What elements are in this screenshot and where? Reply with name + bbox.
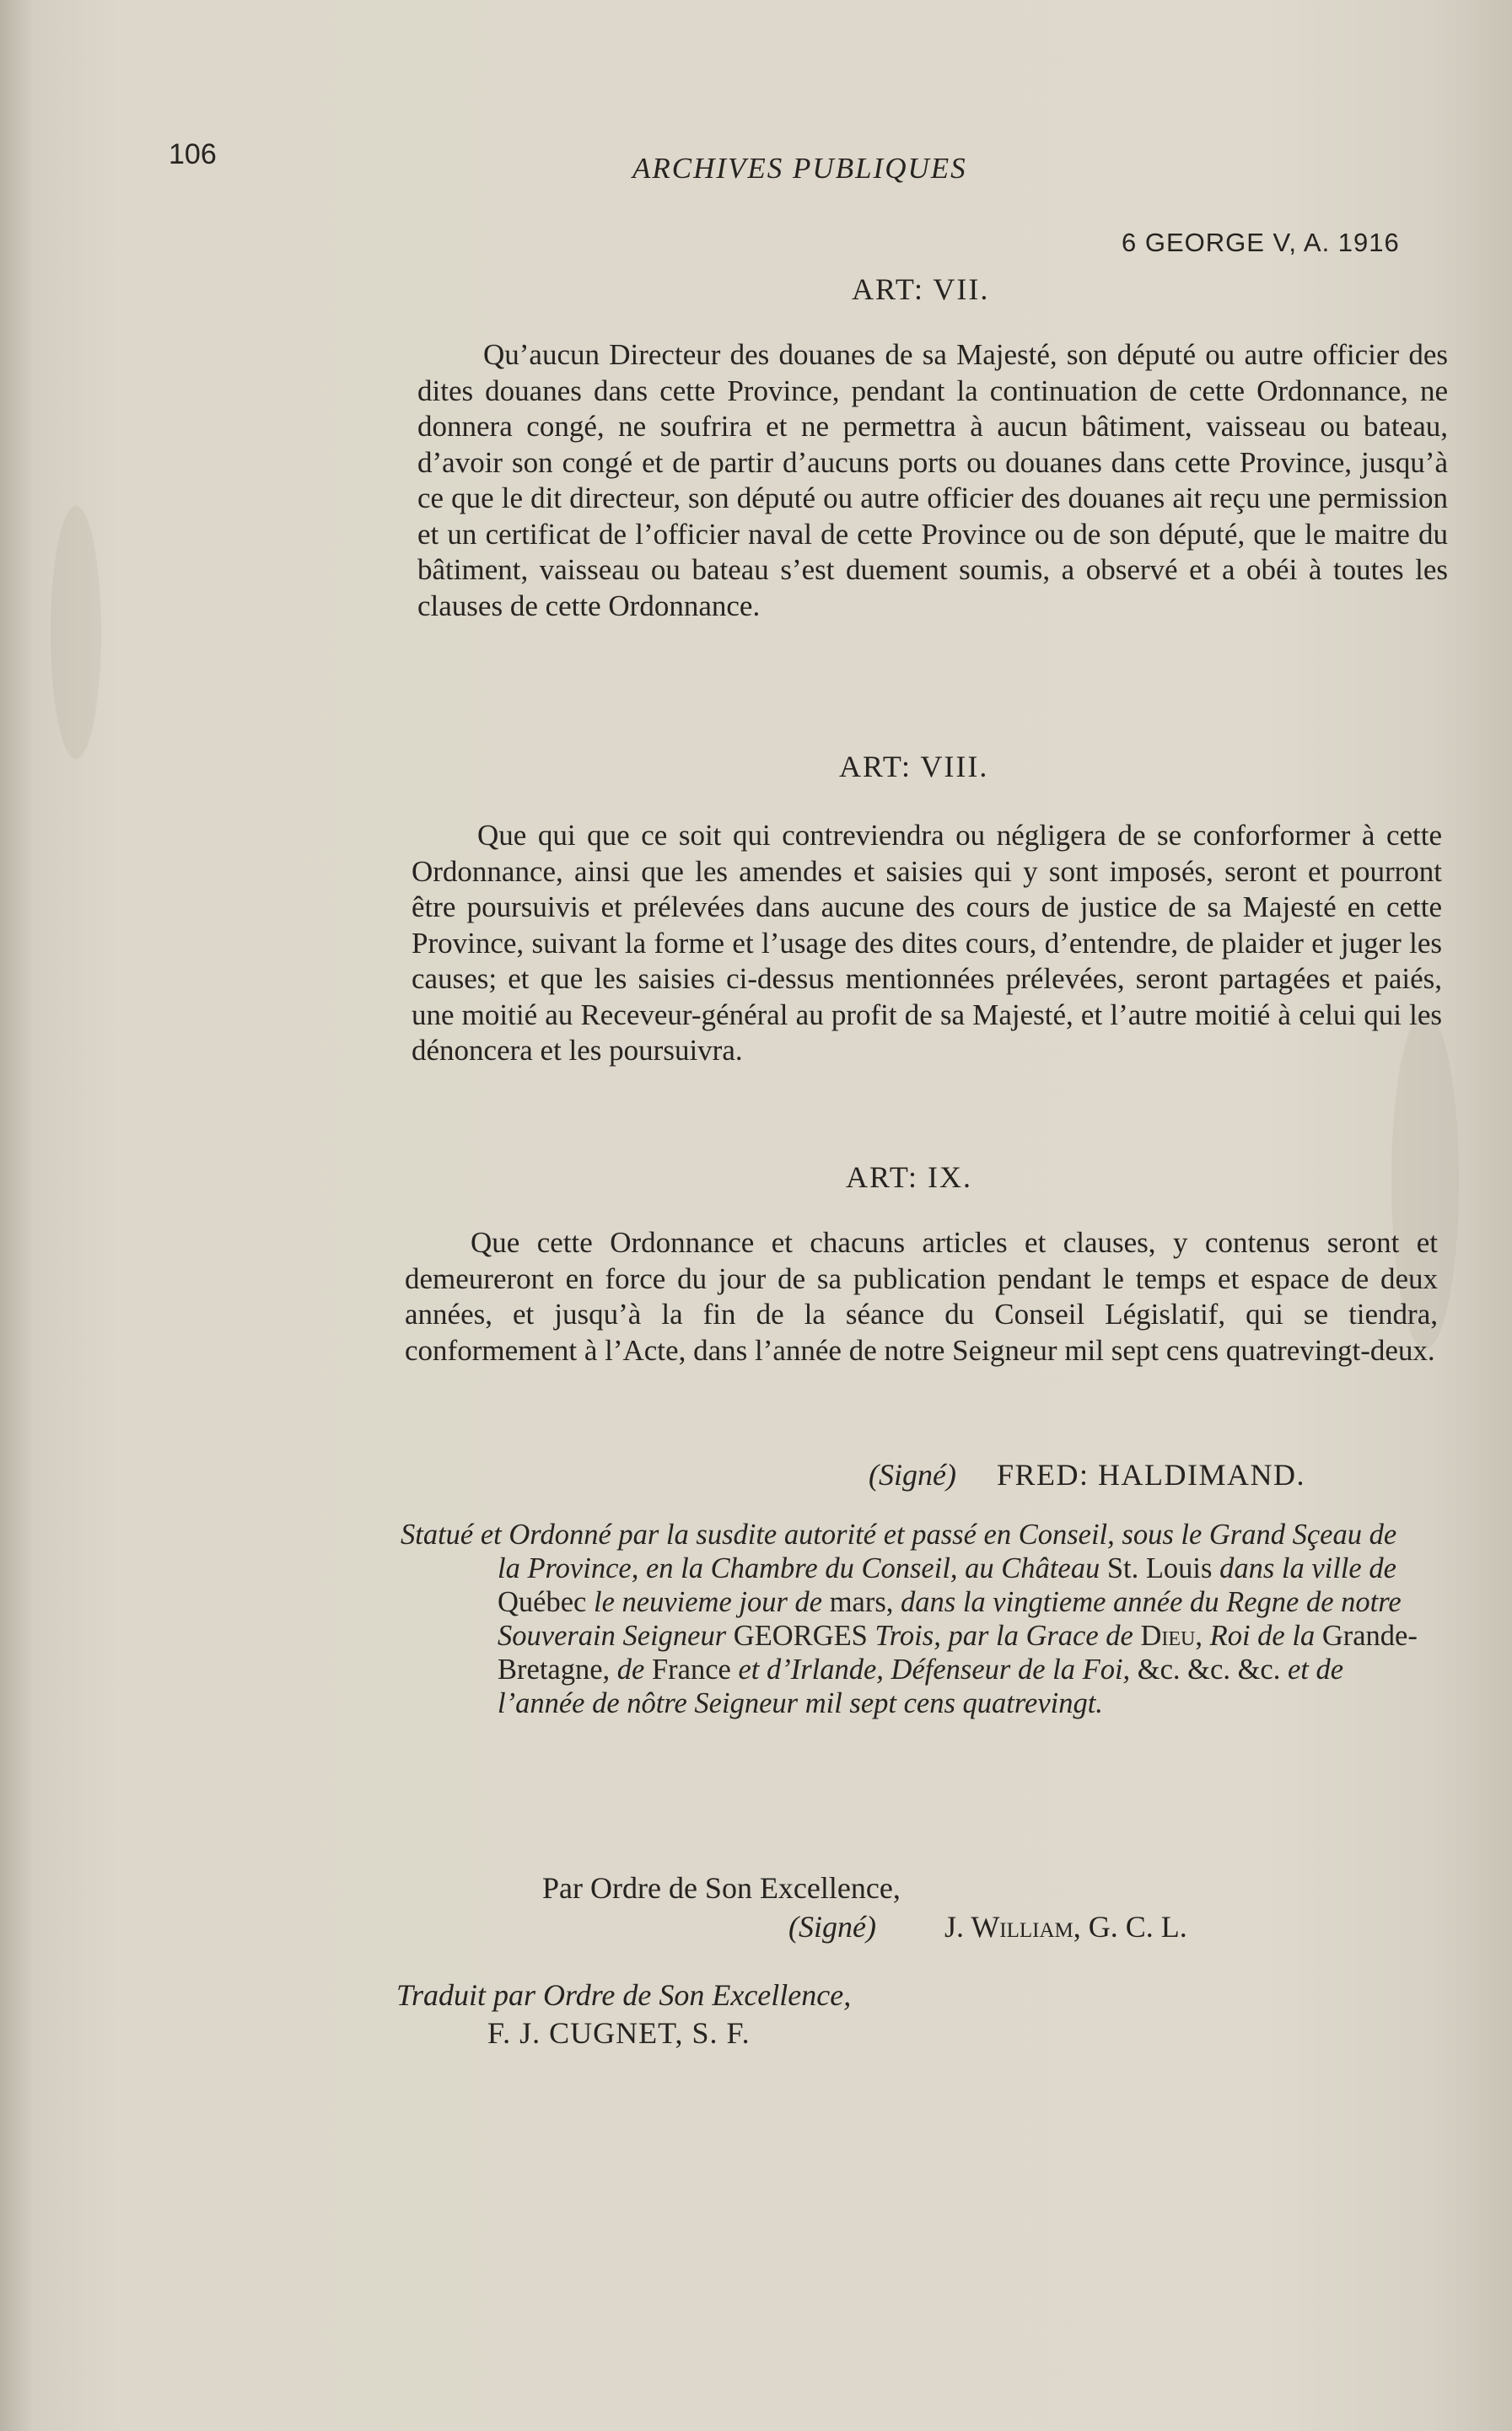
- enactment-text: GEORGES: [733, 1620, 868, 1652]
- article-heading: ART: IX.: [846, 1160, 973, 1194]
- enactment-text: Dieu,: [1140, 1620, 1203, 1652]
- order-line: Par Ordre de Son Excellence,: [542, 1871, 901, 1905]
- enactment-text: Trois, par la Grace de: [874, 1620, 1133, 1652]
- signature-line: [869, 1457, 1305, 1492]
- enactment-text: dans la vingtieme année du Regne de notre Souverain Seigneur: [498, 1586, 1402, 1652]
- running-head: ARCHIVES PUBLIQUES: [632, 152, 967, 185]
- enactment-text: Québec: [498, 1586, 587, 1618]
- article-text: Que cette Ordonnance et chacuns articles et clauses, y contenus seront et demeureront en force du jour de sa publication pendant le temps et espace de deux années, et jusqu’à la fin de la séance du Conseil Législatif, qui se tiendra, conformement à l’Acte, dans l’année de notre Seigneur mil sept cens quatrevingt-deux.: [405, 1226, 1438, 1367]
- translation-line: [396, 1977, 851, 2013]
- enactment-text: St. Louis: [1106, 1552, 1213, 1584]
- enactment-text: Statué et Ordonné par la susdite autorité et passé en Conseil, sous le Grand Sçeau de la Province, en la Chambre du Conseil, au: [401, 1519, 1397, 1584]
- enactment-text: &c. &c. &c.: [1137, 1654, 1281, 1686]
- enactment-text: de: [616, 1654, 645, 1686]
- article-heading: ART: VIII.: [839, 750, 989, 783]
- enactment-text: dans la ville de: [1219, 1552, 1396, 1584]
- enactment-text: et d’Irlande, Défenseur de la Foi,: [738, 1654, 1131, 1686]
- session-label: 6 GEORGE V, A. 1916: [1122, 228, 1400, 257]
- page-number: 106: [169, 138, 217, 170]
- enactment-text: le neuvieme jour de: [593, 1586, 823, 1618]
- article-text: Que qui que ce soit qui contreviendra ou négligera de se conforformer à cette Ordonnance, ainsi que les amendes et saisies qui y sont imposés, seront et pourront être poursuivis et prélevées dans aucune des cours de justice de sa Majesté en cette Province, suivant la forme et l’usage des dites cours, d’entendre, de plaider et juger les causes; et que les saisies ci-dessus mentionnées prélevées, seront partagées et paiés, une moitié au Receveur-général au profit de sa Majesté, et l’autre moitié à celui qui les dénoncera et les poursuivra.: [412, 819, 1442, 1067]
- signed-label: (Signé): [788, 1910, 876, 1944]
- order-signed-line: [788, 1909, 1187, 1944]
- signatory-name: FRED: HALDIMAND.: [996, 1458, 1305, 1492]
- enactment-text: mars,: [829, 1586, 894, 1618]
- article-text: Qu’aucun Directeur des douanes de sa Majesté, son député ou autre officier des dites douanes dans cette Province, pendant la continuation de cette Ordonnance, ne donnera congé, ne soufrira et ne permettra à aucun bâtiment, vaisseau ou bateau, d’avoir son congé et de partir d’aucuns ports ou douanes dans cette Province, jusqu’à ce que le dit directeur, son député ou autre officier des douanes ait reçu une permission et un certificat de l’officier naval de cette Province ou de son député, que le maitre du bâtiment, vaisseau ou bateau s’est duement soumis, a observé et a obéi à toutes les clauses de cette Ordonnance.: [417, 338, 1448, 622]
- enactment-text: Château: [1001, 1552, 1100, 1584]
- enactment-clause: [401, 1518, 1421, 1720]
- signed-label: (Signé): [869, 1458, 956, 1492]
- paper-stain: [51, 506, 101, 759]
- enactment-text: France: [651, 1654, 731, 1686]
- translator-name: F. J. CUGNET, S. F.: [487, 2016, 751, 2050]
- secretary-name: J. William, G. C. L.: [944, 1910, 1187, 1944]
- enactment-text: Grande-Bretagne,: [498, 1620, 1418, 1686]
- article-heading: ART: VII.: [852, 272, 990, 306]
- translation-label: Traduit par Ordre de Son Excellence,: [396, 1978, 852, 2012]
- enactment-text: et de l’année de nôtre Seigneur mil sept cens quatrevingt.: [498, 1654, 1344, 1719]
- enactment-text: Roi de la: [1209, 1620, 1316, 1652]
